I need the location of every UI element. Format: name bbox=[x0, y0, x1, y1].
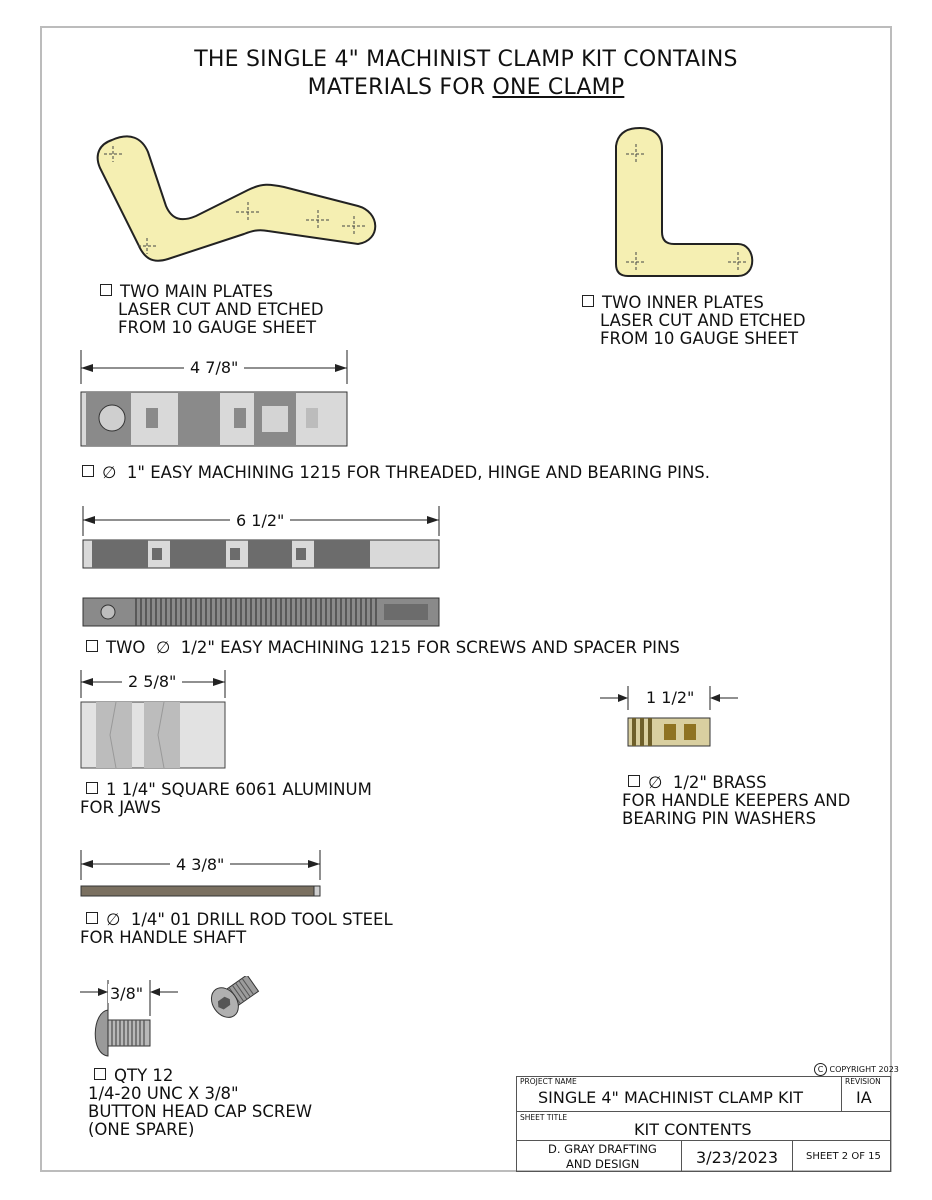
brass-line2: FOR HANDLE KEEPERS AND bbox=[622, 791, 851, 810]
diameter-symbol-3: ∅ bbox=[648, 773, 663, 792]
checkbox-aluminum[interactable] bbox=[86, 782, 98, 794]
inner-plates-line3: FROM 10 GAUGE SHEET bbox=[600, 329, 799, 348]
dim-half-inch-bar: 6 1/2" bbox=[230, 511, 290, 530]
project-name-label: PROJECT NAME bbox=[520, 1077, 577, 1086]
designer-line1: D. GRAY DRAFTING bbox=[548, 1142, 657, 1156]
main-plates-text1: TWO MAIN PLATES bbox=[120, 282, 274, 301]
one-inch-bar-line bbox=[82, 464, 710, 482]
inner-plates-line2: LASER CUT AND ETCHED bbox=[600, 311, 806, 330]
diameter-symbol-4: ∅ bbox=[106, 910, 121, 929]
title-line2-underlined: ONE CLAMP bbox=[492, 75, 625, 100]
aluminum-line1 bbox=[86, 781, 372, 799]
dim-drill-rod: 4 3/8" bbox=[170, 855, 230, 874]
screws-line3: BUTTON HEAD CAP SCREW bbox=[88, 1102, 313, 1121]
drill-rod-text1: 1/4" 01 DRILL ROD TOOL STEEL bbox=[130, 910, 393, 929]
project-name: SINGLE 4" MACHINIST CLAMP KIT bbox=[538, 1088, 803, 1107]
brass-line3: BEARING PIN WASHERS bbox=[622, 809, 817, 828]
screws-line2: 1/4-20 UNC X 3/8" bbox=[88, 1084, 239, 1103]
page-title-line1: THE SINGLE 4" MACHINIST CLAMP KIT CONTAINS bbox=[194, 47, 738, 72]
checkbox-one-inch-bar[interactable] bbox=[82, 465, 94, 477]
revision-value: IA bbox=[856, 1088, 872, 1107]
screws-line1 bbox=[94, 1067, 173, 1085]
copyright-icon: C bbox=[814, 1063, 827, 1076]
copyright-text: COPYRIGHT 2023 bbox=[829, 1065, 899, 1074]
checkbox-half-inch-bar[interactable] bbox=[86, 640, 98, 652]
diameter-symbol-1: ∅ bbox=[102, 463, 117, 482]
inner-plates-text1: TWO INNER PLATES bbox=[602, 293, 764, 312]
title-line2-prefix: MATERIALS FOR bbox=[307, 75, 493, 100]
inner-plate-drawing bbox=[610, 126, 760, 282]
main-plates-line2: LASER CUT AND ETCHED bbox=[118, 300, 324, 319]
aluminum-text1: 1 1/4" SQUARE 6061 ALUMINUM bbox=[106, 780, 372, 799]
copyright-notice bbox=[814, 1063, 899, 1076]
sheet-title-label: SHEET TITLE bbox=[520, 1113, 568, 1122]
brass-text1: 1/2" BRASS bbox=[672, 773, 767, 792]
main-plate-drawing bbox=[90, 128, 390, 274]
half-inch-bar-text: 1/2" EASY MACHINING 1215 FOR SCREWS AND SPACER PINS bbox=[180, 638, 680, 657]
designer-line2: AND DESIGN bbox=[566, 1157, 640, 1171]
main-plates-line3: FROM 10 GAUGE SHEET bbox=[118, 318, 317, 337]
dim-brass: 1 1/2" bbox=[640, 688, 700, 707]
half-inch-prefix: TWO bbox=[106, 638, 146, 657]
sheet-number: SHEET 2 OF 15 bbox=[806, 1151, 881, 1162]
dim-screw: 3/8" bbox=[110, 984, 144, 1003]
checkbox-main-plates[interactable] bbox=[100, 284, 112, 296]
drill-rod-line1 bbox=[86, 911, 393, 929]
page-title-line2 bbox=[40, 74, 892, 102]
revision-label: REVISION bbox=[845, 1077, 881, 1086]
checkbox-drill-rod[interactable] bbox=[86, 912, 98, 924]
checkbox-inner-plates[interactable] bbox=[582, 295, 594, 307]
checkbox-screws[interactable] bbox=[94, 1068, 106, 1080]
checkbox-brass[interactable] bbox=[628, 775, 640, 787]
half-inch-bar-line bbox=[86, 639, 680, 657]
dim-aluminum: 2 5/8" bbox=[122, 672, 182, 691]
screws-line4: (ONE SPARE) bbox=[88, 1120, 195, 1139]
brass-line1 bbox=[628, 774, 767, 792]
drill-rod-line2: FOR HANDLE SHAFT bbox=[80, 928, 247, 947]
main-plates-line1 bbox=[100, 283, 273, 301]
sheet-title: KIT CONTENTS bbox=[634, 1120, 752, 1139]
one-inch-bar-text: 1" EASY MACHINING 1215 FOR THREADED, HINGE AND BEARING PINS. bbox=[126, 463, 711, 482]
drawing-date: 3/23/2023 bbox=[696, 1148, 779, 1167]
diameter-symbol-2: ∅ bbox=[155, 638, 171, 657]
screws-text1: QTY 12 bbox=[114, 1066, 174, 1085]
aluminum-line2: FOR JAWS bbox=[80, 798, 161, 817]
inner-plates-line1 bbox=[582, 294, 764, 312]
dim-one-inch-bar: 4 7/8" bbox=[184, 358, 244, 377]
